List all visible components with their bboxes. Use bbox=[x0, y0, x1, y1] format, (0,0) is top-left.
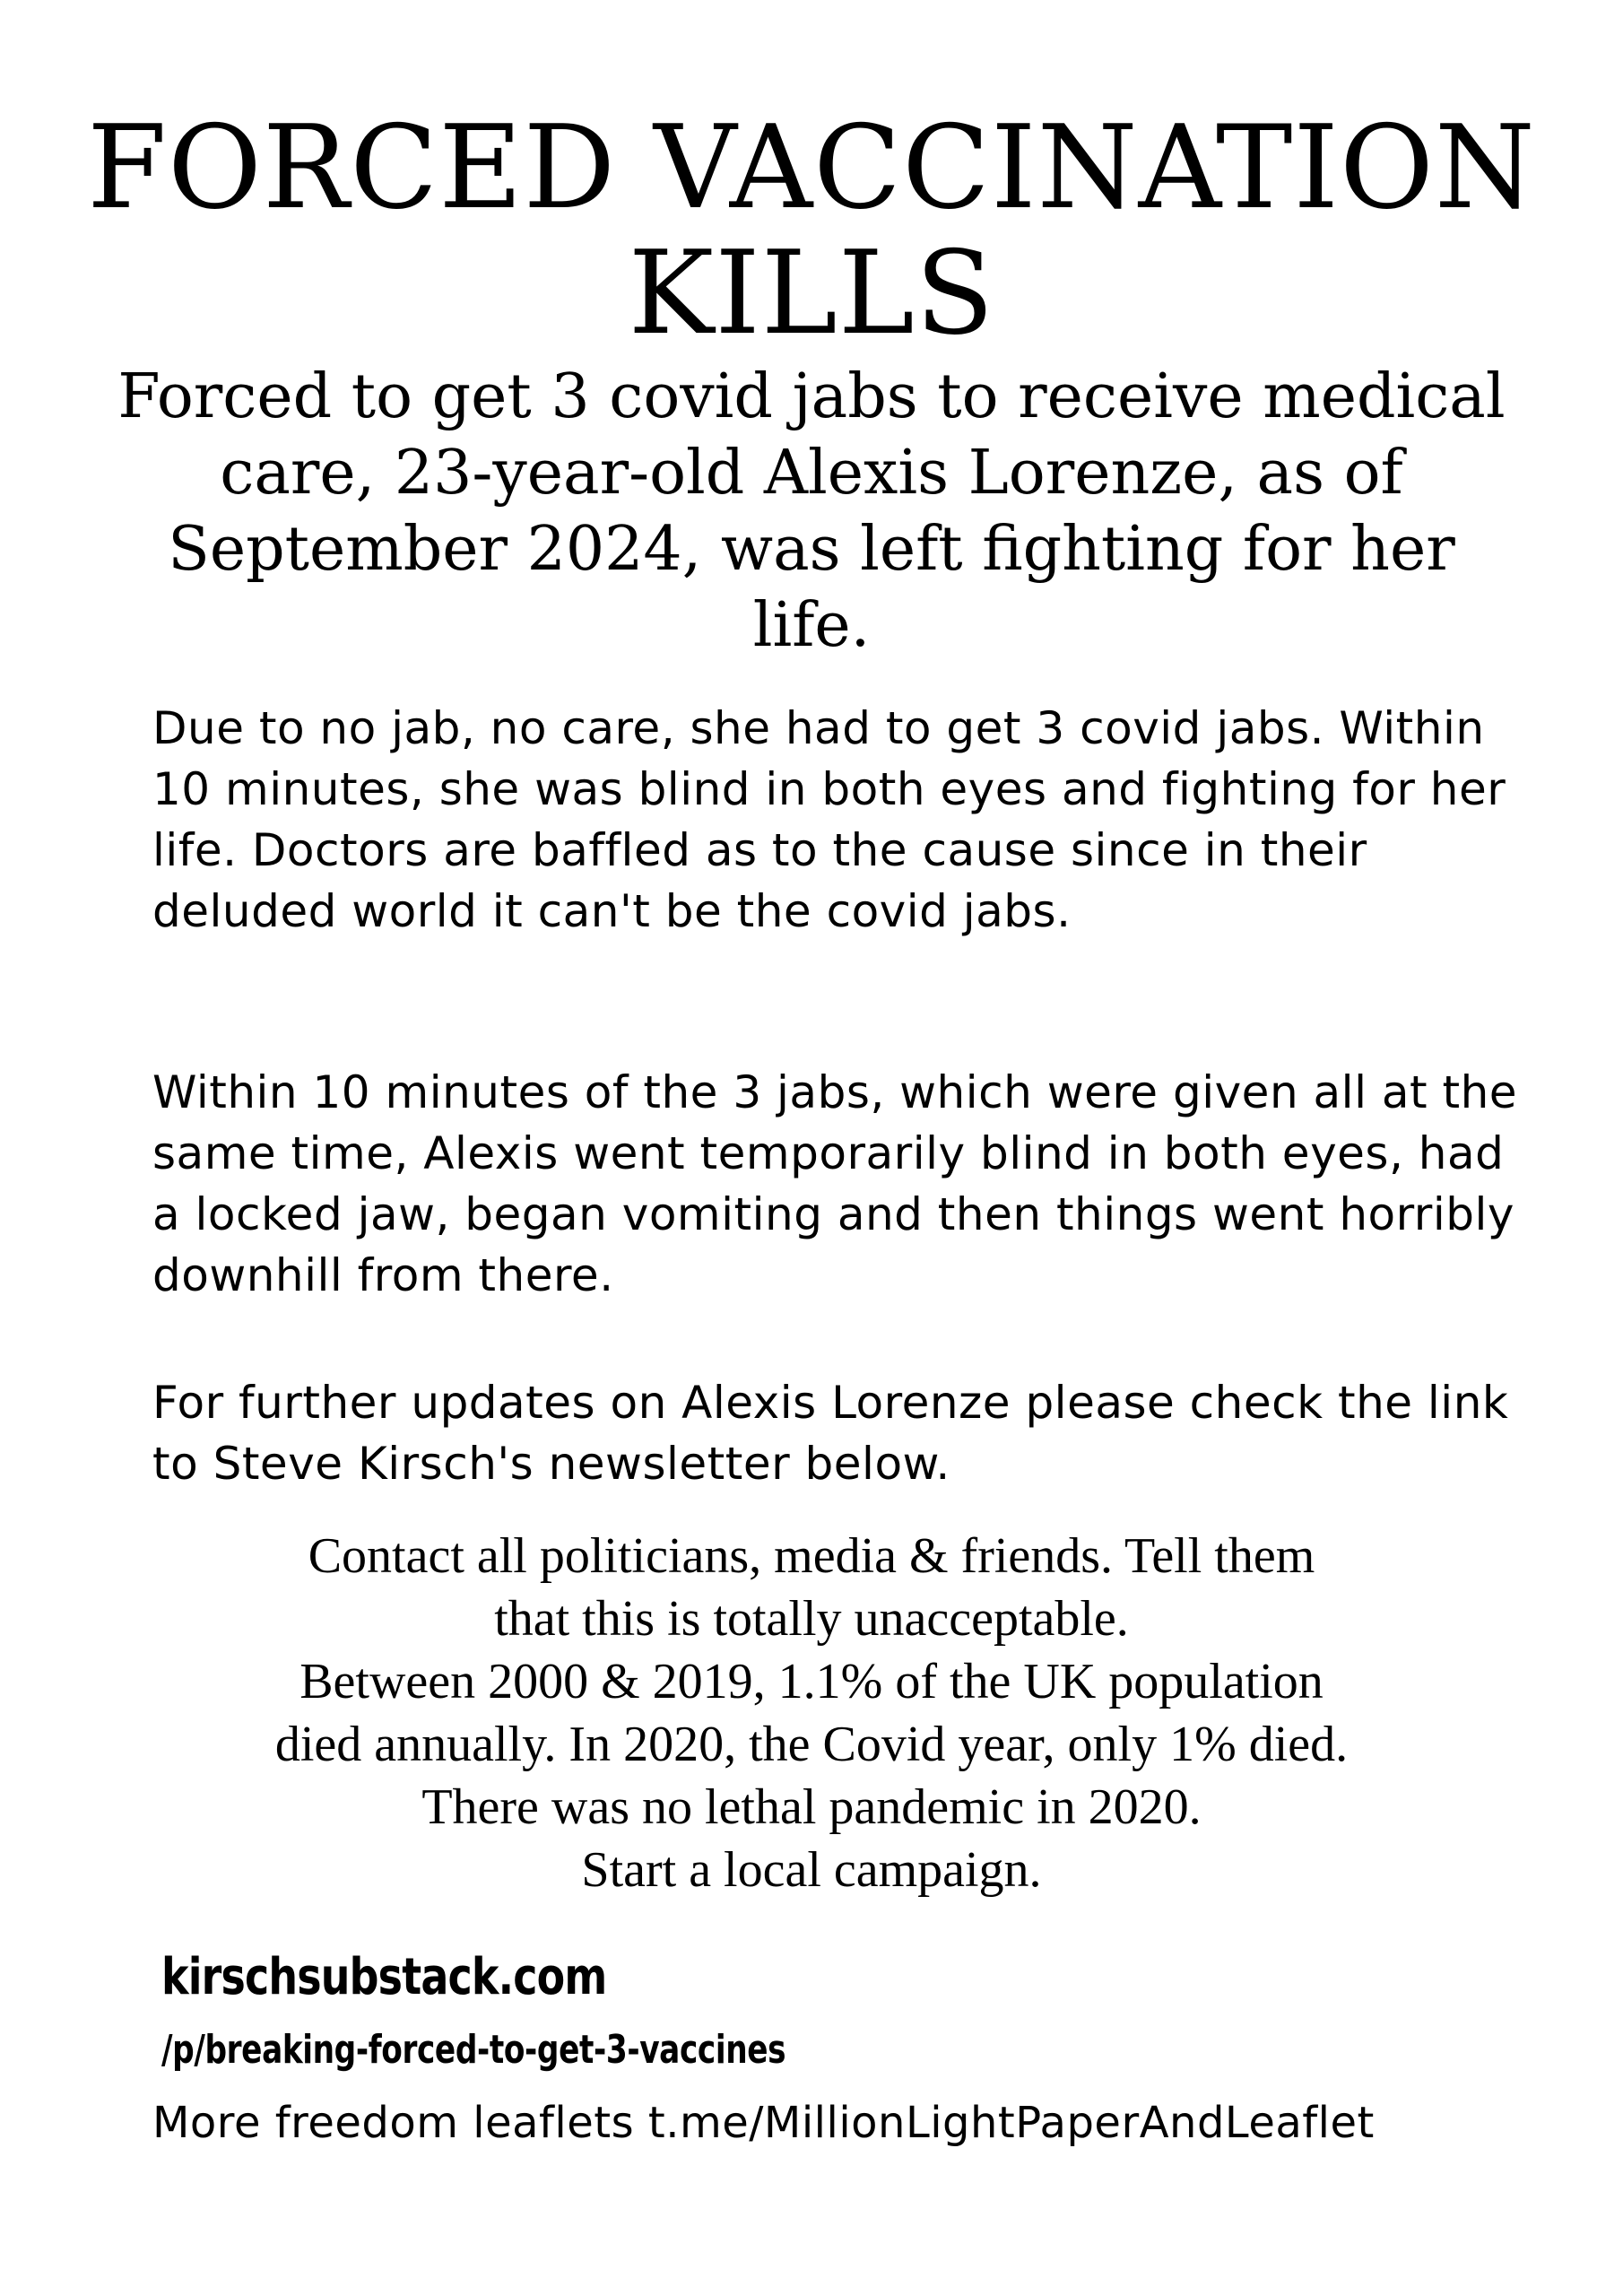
contact-call-to-action bbox=[108, 1525, 1515, 1901]
title-line-1: FORCED VACCINATION bbox=[87, 101, 1536, 235]
contact-line-6: Start a local campaign. bbox=[581, 1842, 1042, 1898]
title-line-2: KILLS bbox=[628, 227, 995, 361]
newsletter-link-domain: kirschsubstack.com bbox=[161, 1948, 607, 2006]
leaflet-title bbox=[0, 101, 1623, 361]
newsletter-link-path: /p/breaking-forced-to-get-3-vaccines bbox=[161, 2027, 786, 2073]
footer-leaflets-link: More freedom leaflets t.me/MillionLightPaperAndLeaflet bbox=[152, 2098, 1375, 2148]
contact-line-4: died annually. In 2020, the Covid year, only 1% died. bbox=[274, 1717, 1349, 1772]
contact-line-3: Between 2000 & 2019, 1.1% of the UK population bbox=[299, 1654, 1324, 1709]
paragraph-updates: For further updates on Alexis Lorenze please check the link to Steve Kirsch's newsletter below. bbox=[152, 1377, 1509, 1490]
paragraph-symptoms: Within 10 minutes of the 3 jabs, which were given all at the same time, Alexis went temporarily blind in both eyes, had a locked jaw, began vomiting and then things went horribly downhill from there. bbox=[152, 1066, 1518, 1301]
contact-line-1: Contact all politicians, media & friends. Tell them bbox=[308, 1528, 1315, 1584]
contact-line-5: There was no lethal pandemic in 2020. bbox=[421, 1779, 1202, 1835]
paragraph-jab-requirement: Due to no jab, no care, she had to get 3 covid jabs. Within 10 minutes, she was blind in both eyes and fighting for her life. Doctors are baffled as to the cause since in their deluded world it can't be the covid jabs. bbox=[152, 702, 1506, 937]
leaflet-subtitle: Forced to get 3 covid jabs to receive medical care, 23-year-old Alexis Lorenze, as of September 2024, was left fighting for her life. bbox=[117, 361, 1506, 661]
contact-line-2: that this is totally unacceptable. bbox=[494, 1591, 1129, 1647]
